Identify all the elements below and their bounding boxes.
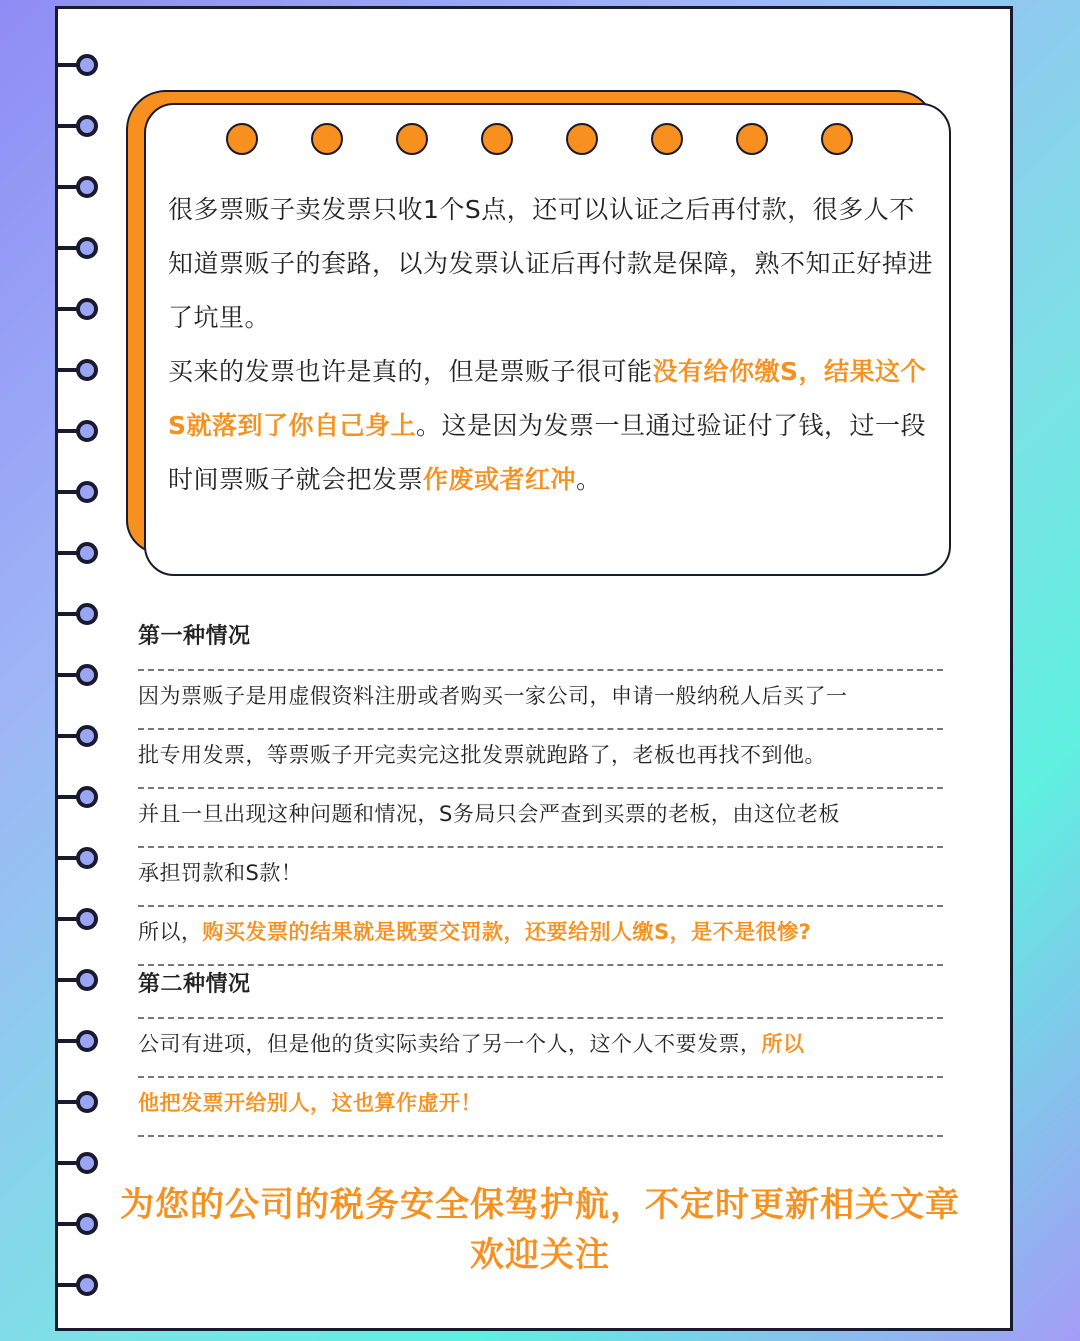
case-2-line	[138, 1019, 943, 1078]
spiral-binding	[0, 0, 110, 1341]
spiral-ring	[50, 723, 100, 749]
note-paragraph-2	[168, 345, 938, 507]
case-1-section	[138, 612, 943, 966]
spiral-ring	[50, 296, 100, 322]
p2-highlight-1: 没有给你缴S，结果这个S就落到了你自己身上	[168, 357, 927, 440]
p2-highlight-2: 作废或者红冲	[423, 465, 577, 494]
orange-dot	[736, 123, 768, 155]
orange-dot	[311, 123, 343, 155]
spiral-ring	[50, 479, 100, 505]
case-1-line: 批专用发票，等票贩子开完卖完这批发票就跑路了，老板也再找不到他。	[138, 730, 943, 789]
spiral-ring	[50, 1089, 100, 1115]
note-card	[144, 103, 951, 576]
spiral-ring	[50, 113, 100, 139]
case-2-text: 公司有进项，但是他的货实际卖给了另一个人，这个人不要发票，	[138, 1032, 762, 1056]
orange-dot	[481, 123, 513, 155]
case-2-line: 他把发票开给别人，这也算作虚开！	[138, 1078, 943, 1137]
spiral-ring	[50, 662, 100, 688]
spiral-ring	[50, 967, 100, 993]
case-1-prefix: 所以，	[138, 920, 203, 944]
orange-dot	[566, 123, 598, 155]
spiral-ring	[50, 1150, 100, 1176]
spiral-ring	[50, 357, 100, 383]
case-1-line: 承担罚款和S款！	[138, 848, 943, 907]
spiral-ring	[50, 540, 100, 566]
orange-dot	[651, 123, 683, 155]
case-1-highlight: 购买发票的结果就是既要交罚款，还要给别人缴S，是不是很惨?	[202, 920, 812, 944]
spiral-ring	[50, 52, 100, 78]
p2-text-1: 买来的发票也许是真的，但是票贩子很可能	[168, 357, 653, 386]
spiral-ring	[50, 174, 100, 200]
note-dots	[226, 123, 869, 155]
spiral-ring	[50, 601, 100, 627]
case-1-line: 因为票贩子是用虚假资料注册或者购买一家公司，申请一般纳税人后买了一	[138, 671, 943, 730]
footer-line-2: 欢迎关注	[470, 1235, 610, 1275]
case-2-section	[138, 960, 943, 1137]
orange-dot	[396, 123, 428, 155]
case-1-line	[138, 907, 943, 966]
case-2-highlight-1: 所以	[761, 1032, 805, 1056]
p2-text-3: 。	[576, 465, 602, 494]
footer-line-1: 为您的公司的税务安全保驾护航，不定时更新相关文章	[120, 1185, 960, 1225]
note-paragraph-1: 很多票贩子卖发票只收1个S点，还可以认证之后再付款，很多人不知道票贩子的套路，以为发票认证后再付款是保障，熟不知正好掉进了坑里。	[168, 195, 934, 332]
spiral-ring	[50, 1028, 100, 1054]
orange-dot	[226, 123, 258, 155]
case-1-title: 第一种情况	[138, 612, 943, 671]
spiral-ring	[50, 235, 100, 261]
orange-dot	[821, 123, 853, 155]
spiral-ring	[50, 845, 100, 871]
spiral-ring	[50, 906, 100, 932]
p2-text-2: 。这是因为发票一旦通过验证付了钱，过一段时间票贩子就会把发票	[168, 411, 927, 494]
note-body	[168, 183, 938, 507]
case-2-title: 第二种情况	[138, 960, 943, 1019]
footer-slogan	[55, 1180, 1025, 1280]
case-1-line: 并且一旦出现这种问题和情况，S务局只会严查到买票的老板，由这位老板	[138, 789, 943, 848]
spiral-ring	[50, 784, 100, 810]
spiral-ring	[50, 418, 100, 444]
